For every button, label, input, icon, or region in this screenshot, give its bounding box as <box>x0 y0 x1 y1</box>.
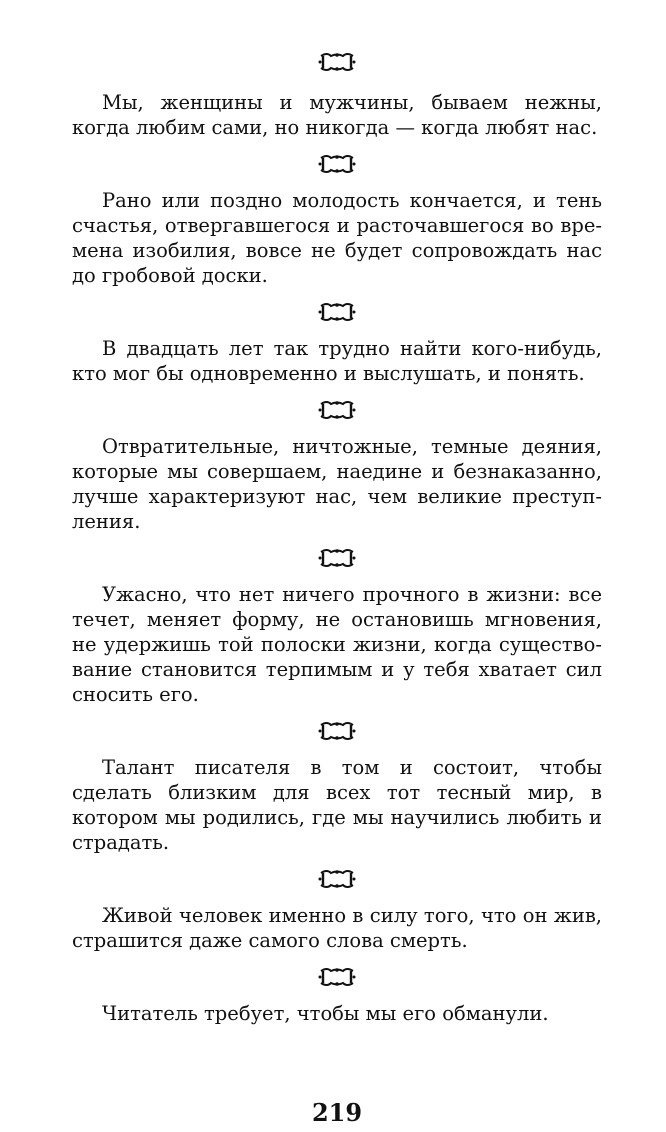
book-page <box>72 50 602 1127</box>
ornament-divider <box>72 867 602 891</box>
floral-ornament-icon <box>317 965 357 989</box>
quote-7: Живой человек именно в силу того, что он жив, страшится даже самого слова смерть. <box>72 904 602 952</box>
quote-8: Читатель требует, чтобы мы его обманули. <box>102 1002 549 1025</box>
floral-ornament-icon <box>317 719 357 743</box>
quote-6: Талант писателя в том и состоит, чтобы сделать близким для всех тот тесный мир, в котором мы родились, где мы научились любить и страдать. <box>72 756 602 854</box>
floral-ornament-icon <box>317 50 357 74</box>
quote-4: Отвратительные, ничтожные, темные деяния, которые мы совершаем, наедине и безнаказанно, лучше характеризуют нас, чем великие преступления. <box>72 435 602 533</box>
floral-ornament-icon <box>317 152 357 176</box>
quote-5: Ужасно, что нет ничего прочного в жизни: все течет, меняет форму, не остановишь мгновения, не удержишь той полоски жизни, когда существование становится терпимым и у тебя хватает сил сносить его. <box>72 583 602 706</box>
ornament-divider <box>72 300 602 324</box>
quote-3: В двадцать лет так трудно найти кого-нибудь, кто мог бы одновременно и выслушать, и понять. <box>72 337 602 385</box>
floral-ornament-icon <box>317 300 357 324</box>
ornament-divider <box>72 398 602 422</box>
ornament-divider <box>72 965 602 989</box>
ornament-divider <box>72 152 602 176</box>
page-number: 219 <box>311 1098 363 1127</box>
ornament-divider <box>72 50 602 74</box>
floral-ornament-icon <box>317 867 357 891</box>
floral-ornament-icon <box>317 398 357 422</box>
floral-ornament-icon <box>317 546 357 570</box>
quote-2: Рано или поздно молодость кончается, и тень счастья, отвергавшегося и расточавшегося во времена изобилия, вовсе не будет сопровождать нас до гробовой доски. <box>72 189 602 287</box>
ornament-divider <box>72 719 602 743</box>
quote-1: Мы, женщины и мужчины, бываем нежны, когда любим сами, но никогда — когда любят нас. <box>72 91 602 139</box>
ornament-divider <box>72 546 602 570</box>
